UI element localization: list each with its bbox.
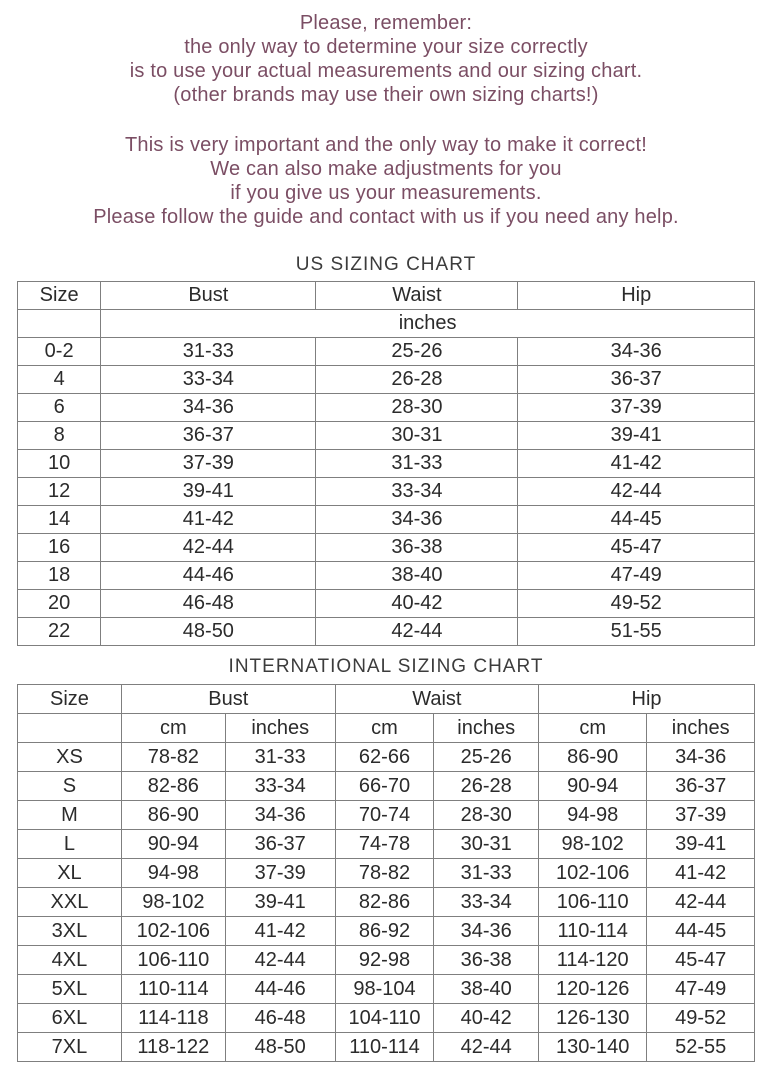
table-cell: 42-44: [316, 618, 518, 646]
table-row: [18, 338, 755, 366]
table-cell: 39-41: [518, 422, 755, 450]
table-cell: 44-46: [101, 562, 316, 590]
table-cell: 90-94: [121, 830, 225, 859]
table-cell: 36-37: [101, 422, 316, 450]
unit-row: [18, 714, 755, 743]
table-cell: 47-49: [647, 975, 755, 1004]
table-cell: 22: [18, 618, 101, 646]
table-cell: 5XL: [18, 975, 122, 1004]
table-cell: 51-55: [518, 618, 755, 646]
table-row: [18, 917, 755, 946]
table-cell: M: [18, 801, 122, 830]
table-cell: 66-70: [335, 772, 434, 801]
table-cell: 42-44: [225, 946, 335, 975]
table-cell: 114-118: [121, 1004, 225, 1033]
table-cell: 7XL: [18, 1033, 122, 1062]
table-cell: 82-86: [335, 888, 434, 917]
table-cell: 48-50: [225, 1033, 335, 1062]
us-chart-title: US SIZING CHART: [295, 254, 477, 275]
table-cell: 44-45: [647, 917, 755, 946]
intro-line: (other brands may use their own sizing charts!): [173, 84, 599, 106]
table-cell: 6XL: [18, 1004, 122, 1033]
table-row: [18, 946, 755, 975]
table-cell: 42-44: [101, 534, 316, 562]
table-cell: 20: [18, 590, 101, 618]
table-cell: 41-42: [101, 506, 316, 534]
column-header-bust: Bust: [101, 282, 316, 310]
unit-label: inches: [101, 310, 755, 338]
table-cell: 47-49: [518, 562, 755, 590]
table-cell: 14: [18, 506, 101, 534]
table-cell: 120-126: [539, 975, 647, 1004]
table-row: [18, 506, 755, 534]
column-header-bust: Bust: [121, 685, 335, 714]
table-cell: 34-36: [225, 801, 335, 830]
table-cell: 45-47: [647, 946, 755, 975]
table-row: [18, 743, 755, 772]
table-cell: 34-36: [316, 506, 518, 534]
table-cell: L: [18, 830, 122, 859]
table-cell: 40-42: [434, 1004, 539, 1033]
table-cell: 94-98: [121, 859, 225, 888]
table-cell: 37-39: [647, 801, 755, 830]
table-cell: 31-33: [434, 859, 539, 888]
intro-line: Please follow the guide and contact with us if you need any help.: [93, 206, 679, 228]
table-cell: 39-41: [225, 888, 335, 917]
table-cell: 36-37: [647, 772, 755, 801]
table-cell: 86-92: [335, 917, 434, 946]
international-sizing-table: [17, 684, 755, 1062]
column-header-hip: Hip: [539, 685, 755, 714]
table-cell: 38-40: [434, 975, 539, 1004]
table-cell: 36-37: [518, 366, 755, 394]
header-row: [18, 685, 755, 714]
table-cell: 41-42: [225, 917, 335, 946]
table-cell: 49-52: [518, 590, 755, 618]
table-cell: 40-42: [316, 590, 518, 618]
unit-label: inches: [647, 714, 755, 743]
table-cell: 4: [18, 366, 101, 394]
table-cell: 39-41: [101, 478, 316, 506]
table-cell: 110-114: [335, 1033, 434, 1062]
table-cell: 41-42: [647, 859, 755, 888]
table-cell: 18: [18, 562, 101, 590]
column-header-waist: Waist: [335, 685, 538, 714]
intro-line: if you give us your measurements.: [230, 182, 542, 204]
us-sizing-table: [17, 281, 755, 646]
intro-paragraph-1: [0, 11, 772, 107]
table-cell: 26-28: [434, 772, 539, 801]
table-cell: 104-110: [335, 1004, 434, 1033]
table-row: [18, 478, 755, 506]
table-cell: 34-36: [647, 743, 755, 772]
table-cell: 42-44: [518, 478, 755, 506]
table-cell: 25-26: [316, 338, 518, 366]
table-cell: 31-33: [316, 450, 518, 478]
table-cell: 8: [18, 422, 101, 450]
table-cell: 42-44: [647, 888, 755, 917]
international-chart-title: INTERNATIONAL SIZING CHART: [228, 656, 544, 677]
us-table-header: [18, 282, 755, 338]
intro-line: the only way to determine your size correctly: [184, 36, 588, 58]
table-cell: 106-110: [121, 946, 225, 975]
column-header-hip: Hip: [518, 282, 755, 310]
table-cell: 37-39: [101, 450, 316, 478]
intro-line: This is very important and the only way to make it correct!: [125, 134, 647, 156]
table-cell: XXL: [18, 888, 122, 917]
unit-label: inches: [225, 714, 335, 743]
table-cell: 33-34: [316, 478, 518, 506]
table-cell: 30-31: [434, 830, 539, 859]
international-table-body: [18, 743, 755, 1062]
table-cell: 37-39: [225, 859, 335, 888]
us-table-body: [18, 338, 755, 646]
table-cell: 98-104: [335, 975, 434, 1004]
table-cell: 86-90: [539, 743, 647, 772]
table-row: [18, 888, 755, 917]
table-cell: 114-120: [539, 946, 647, 975]
table-cell: 12: [18, 478, 101, 506]
international-table-header: [18, 685, 755, 743]
unit-label: cm: [121, 714, 225, 743]
table-cell: 36-38: [434, 946, 539, 975]
table-cell: 70-74: [335, 801, 434, 830]
intro-line: is to use your actual measurements and our sizing chart.: [129, 60, 643, 82]
table-cell: 36-37: [225, 830, 335, 859]
table-cell: 98-102: [121, 888, 225, 917]
table-cell: 78-82: [121, 743, 225, 772]
table-cell: 46-48: [225, 1004, 335, 1033]
table-cell: 110-114: [539, 917, 647, 946]
table-cell: 52-55: [647, 1033, 755, 1062]
table-cell: 33-34: [434, 888, 539, 917]
table-cell: 42-44: [434, 1033, 539, 1062]
intro-paragraph-2: [0, 133, 772, 229]
table-row: [18, 590, 755, 618]
table-cell: 33-34: [101, 366, 316, 394]
table-row: [18, 422, 755, 450]
table-row: [18, 975, 755, 1004]
column-header-size: Size: [18, 685, 122, 714]
table-cell: 31-33: [225, 743, 335, 772]
table-cell: 48-50: [101, 618, 316, 646]
column-header-size: Size: [18, 282, 101, 310]
table-cell: 49-52: [647, 1004, 755, 1033]
table-cell: 34-36: [434, 917, 539, 946]
table-row: [18, 1033, 755, 1062]
intro-line: We can also make adjustments for you: [210, 158, 562, 180]
table-cell: 118-122: [121, 1033, 225, 1062]
table-cell: 46-48: [101, 590, 316, 618]
table-cell: 39-41: [647, 830, 755, 859]
empty-cell: [18, 714, 122, 743]
table-cell: 6: [18, 394, 101, 422]
table-row: [18, 450, 755, 478]
table-cell: 126-130: [539, 1004, 647, 1033]
table-row: [18, 366, 755, 394]
table-cell: 44-45: [518, 506, 755, 534]
table-cell: 102-106: [539, 859, 647, 888]
table-row: [18, 534, 755, 562]
table-row: [18, 801, 755, 830]
table-cell: 33-34: [225, 772, 335, 801]
table-cell: XL: [18, 859, 122, 888]
table-cell: 62-66: [335, 743, 434, 772]
unit-label: cm: [335, 714, 434, 743]
table-cell: 82-86: [121, 772, 225, 801]
table-row: [18, 859, 755, 888]
table-cell: 86-90: [121, 801, 225, 830]
table-cell: 45-47: [518, 534, 755, 562]
table-cell: 30-31: [316, 422, 518, 450]
table-cell: 98-102: [539, 830, 647, 859]
table-cell: 31-33: [101, 338, 316, 366]
table-cell: 28-30: [316, 394, 518, 422]
table-cell: 37-39: [518, 394, 755, 422]
table-cell: 34-36: [101, 394, 316, 422]
table-cell: 28-30: [434, 801, 539, 830]
table-cell: 36-38: [316, 534, 518, 562]
table-cell: 26-28: [316, 366, 518, 394]
table-cell: 44-46: [225, 975, 335, 1004]
table-cell: 90-94: [539, 772, 647, 801]
table-row: [18, 394, 755, 422]
unit-label: cm: [539, 714, 647, 743]
empty-cell: [18, 310, 101, 338]
table-cell: 106-110: [539, 888, 647, 917]
table-cell: 130-140: [539, 1033, 647, 1062]
table-cell: XS: [18, 743, 122, 772]
table-cell: 4XL: [18, 946, 122, 975]
table-cell: 3XL: [18, 917, 122, 946]
intro-line: Please, remember:: [299, 12, 473, 34]
table-row: [18, 772, 755, 801]
table-cell: 0-2: [18, 338, 101, 366]
table-cell: 38-40: [316, 562, 518, 590]
table-row: [18, 830, 755, 859]
table-row: [18, 618, 755, 646]
header-row: [18, 282, 755, 310]
table-cell: 25-26: [434, 743, 539, 772]
table-cell: 34-36: [518, 338, 755, 366]
table-cell: 92-98: [335, 946, 434, 975]
column-header-waist: Waist: [316, 282, 518, 310]
table-cell: 94-98: [539, 801, 647, 830]
table-cell: 78-82: [335, 859, 434, 888]
table-row: [18, 1004, 755, 1033]
unit-label: inches: [434, 714, 539, 743]
table-row: [18, 562, 755, 590]
table-cell: 110-114: [121, 975, 225, 1004]
intro-text: [0, 11, 772, 229]
table-cell: S: [18, 772, 122, 801]
unit-row: [18, 310, 755, 338]
table-cell: 74-78: [335, 830, 434, 859]
table-cell: 41-42: [518, 450, 755, 478]
table-cell: 10: [18, 450, 101, 478]
table-cell: 16: [18, 534, 101, 562]
table-cell: 102-106: [121, 917, 225, 946]
